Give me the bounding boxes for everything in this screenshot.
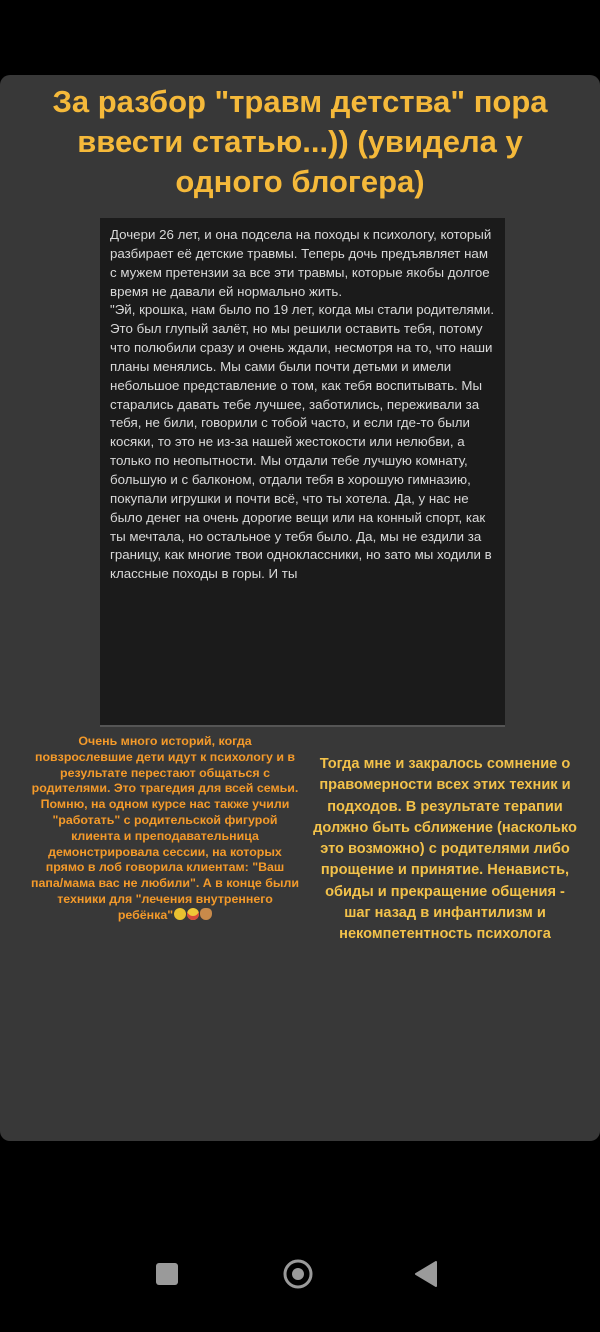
home-circle-icon [282, 1258, 314, 1290]
home-button[interactable] [282, 1258, 314, 1290]
back-button[interactable] [414, 1260, 438, 1288]
right-comment: Тогда мне и закралось сомнение о правомерности всех этих техник и подходов. В результате терапии должно быть сближение (насколько это возможно) с родителями либо прощение и принятие. Ненависть, обиды и прекращение общения - шаг назад в инфантилизм и некомпетентность психолога [313, 756, 577, 943]
quoted-post-text: Дочери 26 лет, и она подсела на походы к психологу, который разбирает её детские травмы. Теперь дочь предъявляет нам с мужем претензии за все эти травмы, которые якобы долгое время не давали ей нормально жить. "Эй, крошка, нам было по 19 лет, когда мы стали родителями. Это был глупый залёт, но мы решили оставить тебя, потому что полюбили сразу и очень ждали, несмотря на то, что наши планы менялись. Мы сами были почти детьми и имели небольшое представление о том, как тебя воспитывать. Мы старались давать тебе лучшее, заботились, переживали за тебя, не били, говорили с тобой часто, и если где-то были косяки, то это не из-за нашей жестокости или нелюбви, а только по неопытности. Мы отдали тебе лучшую комнату, большую и с балконом, отдали тебя в хорошую гимназию, покупали игрушки и почти всё, что ты хотела. Да, у нас не было денег на очень дорогие вещи или на конный спорт, как ты мечтала, но остальное у тебя было. Да, мы не ездили за границу, как многие твои одноклассники, но зато мы ходили в классные походы в горы. И ты [110, 227, 495, 582]
smirk-face-icon [174, 908, 186, 920]
recents-button[interactable] [156, 1263, 178, 1285]
left-comment-text: Очень много историй, когда повзрослевшие дети идут к психологу и в результате перестают общаться с родителями. Это трагедия для всей семьи. Помню, на одном курсе нас также учили "работать" с родительской фигурой клиента и преподавательница демонстрировала сессии, на которых прямо в лоб говорила клиентам: "Ваш папа/мама вас не любили". А в конце были техники для "лечения внутреннего ребёнка" [31, 734, 299, 922]
quoted-post-screenshot [100, 218, 505, 727]
emoji-group [173, 908, 212, 922]
system-navigation-bar [0, 1240, 600, 1332]
back-triangle-icon [414, 1260, 438, 1288]
left-comment [30, 734, 300, 924]
post-title: За разбор "травм детства" пора ввести статью...)) (увидела у одного блогера) [52, 84, 548, 199]
zany-face-icon [187, 908, 199, 920]
monkey-face-icon [200, 908, 212, 920]
